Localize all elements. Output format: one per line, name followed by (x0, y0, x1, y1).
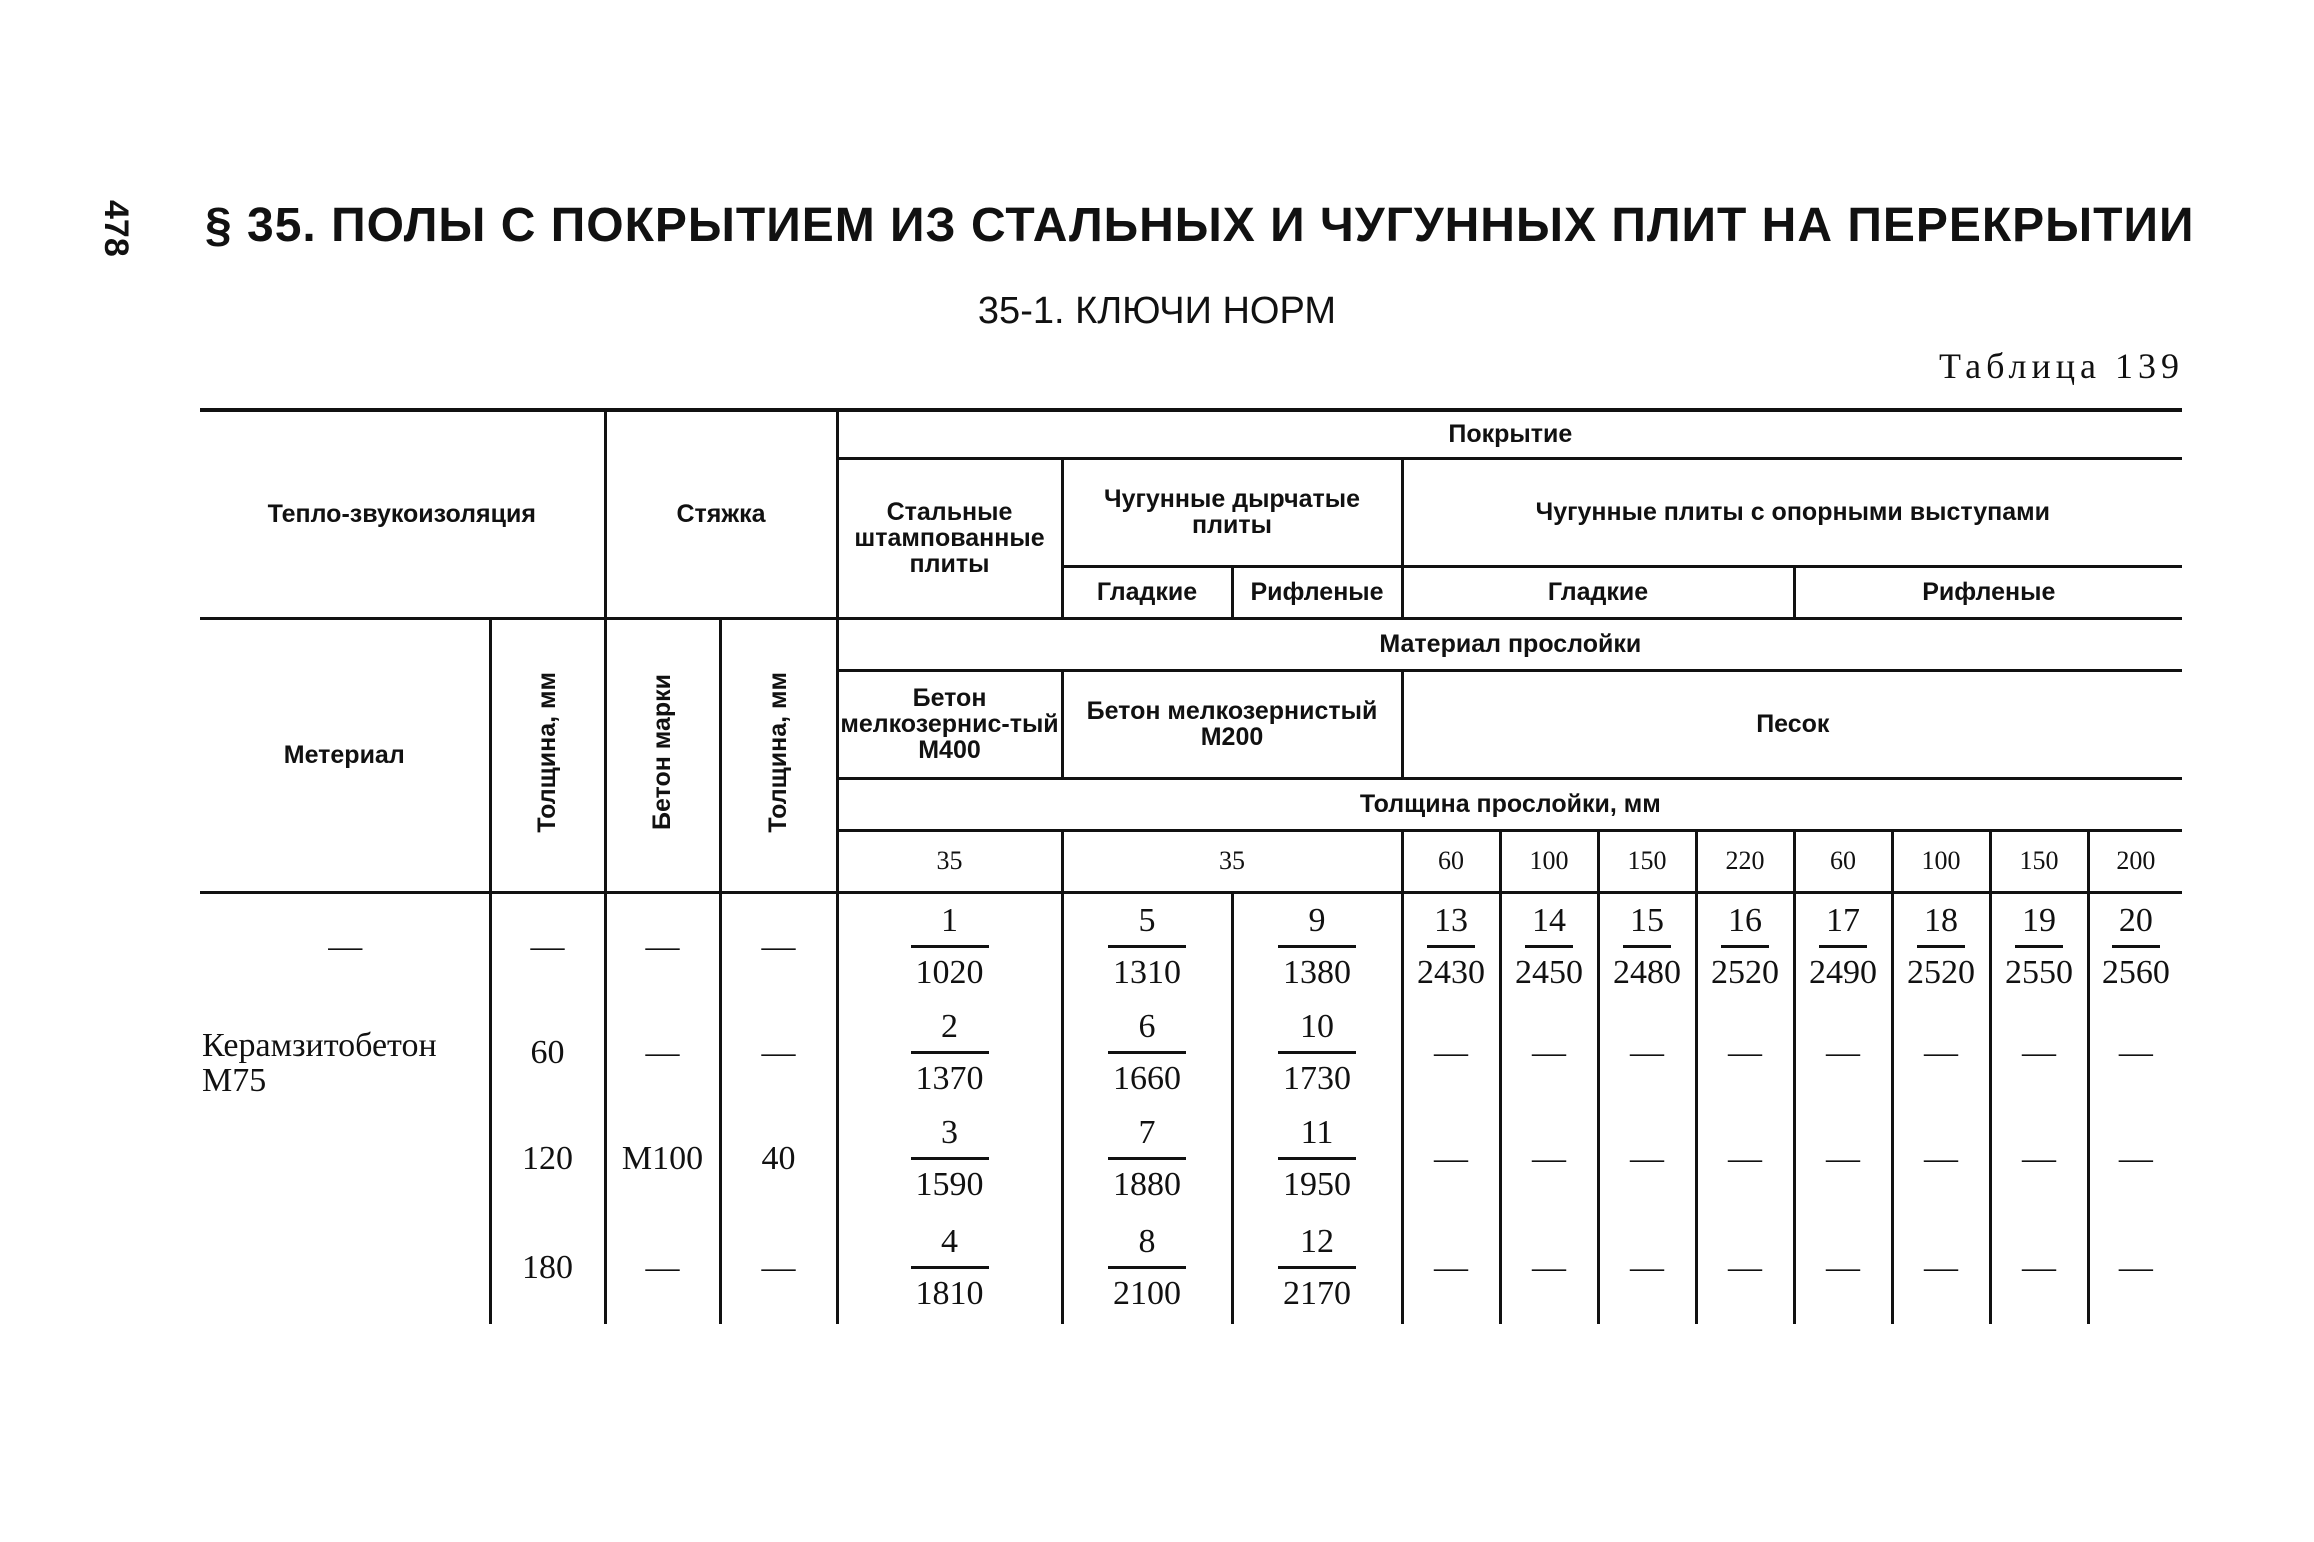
key-fraction (1278, 1114, 1356, 1204)
grade-cell-text: — (645, 1033, 680, 1071)
key-code: 2560 (2101, 954, 2170, 991)
key-code: 1310 (1113, 954, 1182, 991)
key-fraction (1278, 1223, 1356, 1313)
key-number: 11 (1278, 1114, 1356, 1160)
key-fraction (1613, 902, 1681, 992)
norms-table (200, 408, 2182, 1324)
empty-dash: — (2118, 1139, 2153, 1177)
grade-cell (605, 1000, 720, 1106)
norm-key-cell (1794, 892, 1892, 1000)
norm-key-cell (1402, 1106, 1500, 1212)
header-coating: Покрытие (837, 410, 2182, 458)
grade-cell (605, 1212, 720, 1324)
norm-key-cell (1598, 1106, 1696, 1212)
screed-thickness-cell (720, 892, 837, 1000)
norm-key-cell (1062, 1212, 1232, 1324)
empty-dash: — (1434, 1033, 1469, 1071)
header-concrete-m400: Бетон мелкозернис-тый М400 (837, 670, 1062, 778)
norm-key-cell (2088, 1000, 2182, 1106)
empty-dash: — (1826, 1139, 1861, 1177)
key-number: 1 (911, 902, 989, 948)
key-fraction (911, 1223, 989, 1313)
header-thickness: Толщина, мм (490, 618, 605, 892)
key-number: 17 (1819, 902, 1867, 948)
key-fraction (1809, 902, 1877, 992)
empty-dash: — (1728, 1139, 1763, 1177)
empty-dash: — (1532, 1248, 1567, 1286)
empty-dash: — (1532, 1033, 1567, 1071)
key-fraction (1108, 1223, 1186, 1313)
material-cell-text: — (328, 927, 363, 965)
key-number: 4 (911, 1223, 989, 1269)
material-cell-text: Керамзитобетон М75 (202, 1026, 437, 1100)
empty-dash: — (2022, 1248, 2057, 1286)
norm-key-cell (1402, 892, 1500, 1000)
key-fraction (2005, 902, 2073, 992)
norm-key-cell (1062, 1000, 1232, 1106)
key-number: 6 (1108, 1008, 1186, 1054)
key-code: 1020 (915, 954, 984, 991)
key-fraction (1711, 902, 1779, 992)
screed-thickness-cell (720, 1000, 837, 1106)
key-fraction (1278, 902, 1356, 992)
norm-key-cell (1696, 1000, 1794, 1106)
thickness-cell (490, 1106, 605, 1212)
header-steel-plates: Стальные штампованные плиты (837, 458, 1062, 618)
key-code: 1810 (915, 1275, 984, 1312)
thickness-cell-text: 60 (530, 1033, 565, 1071)
header-sand: Песок (1402, 670, 2182, 778)
thickness-150-smooth: 150 (1598, 830, 1696, 892)
thickness-35-cast: 35 (1062, 830, 1402, 892)
header-screed: Стяжка (605, 410, 837, 618)
norm-key-cell (1500, 892, 1598, 1000)
key-code: 2430 (1417, 954, 1486, 991)
table-label: Таблица 139 (1939, 346, 2184, 386)
section-heading: § 35. ПОЛЫ С ПОКРЫТИЕМ ИЗ СТАЛЬНЫХ И ЧУГУННЫХ ПЛИТ НА ПЕРЕКРЫТИИ (205, 199, 2195, 252)
norm-key-cell (1500, 1212, 1598, 1324)
norm-key-cell (1696, 1212, 1794, 1324)
norm-key-cell (1794, 1212, 1892, 1324)
norm-key-cell (1598, 892, 1696, 1000)
norm-key-cell (1500, 1000, 1598, 1106)
norm-key-cell (1990, 1212, 2088, 1324)
key-code: 1950 (1283, 1166, 1352, 1203)
key-code: 1730 (1283, 1060, 1352, 1097)
grade-cell (605, 1106, 720, 1212)
empty-dash: — (1434, 1248, 1469, 1286)
key-code: 1380 (1283, 954, 1352, 991)
screed-thickness-cell-text: — (761, 1033, 796, 1071)
thickness-cell-text: — (530, 927, 565, 965)
empty-dash: — (1728, 1248, 1763, 1286)
norm-key-cell (837, 1106, 1062, 1212)
empty-dash: — (2118, 1248, 2153, 1286)
table-body (200, 892, 2182, 1324)
key-code: 2450 (1515, 954, 1584, 991)
key-code: 2520 (1711, 954, 1780, 991)
empty-dash: — (1630, 1248, 1665, 1286)
thickness-35-steel: 35 (837, 830, 1062, 892)
norm-key-cell (1696, 892, 1794, 1000)
key-fraction (1417, 902, 1485, 992)
header-concrete-m200: Бетон мелкозернистый М200 (1062, 670, 1402, 778)
norm-key-cell (1598, 1212, 1696, 1324)
key-number: 2 (911, 1008, 989, 1054)
norm-key-cell (1990, 892, 2088, 1000)
thickness-cell (490, 1000, 605, 1106)
key-number: 20 (2112, 902, 2160, 948)
grade-cell-text: М100 (621, 1139, 704, 1177)
table-row (200, 892, 2182, 1000)
header-material: Метериал (200, 618, 490, 892)
thickness-cell-text: 120 (522, 1139, 573, 1177)
norm-key-cell (2088, 1212, 2182, 1324)
thickness-60-ribbed: 60 (1794, 830, 1892, 892)
header-smooth: Гладкие (1062, 566, 1232, 618)
norms-table-container (200, 408, 2180, 1324)
key-code: 2490 (1809, 954, 1878, 991)
empty-dash: — (1532, 1139, 1567, 1177)
key-number: 10 (1278, 1008, 1356, 1054)
key-number: 5 (1108, 902, 1186, 948)
thickness-100-smooth: 100 (1500, 830, 1598, 892)
thickness-200-ribbed: 200 (2088, 830, 2182, 892)
key-fraction (911, 902, 989, 992)
norm-key-cell (1402, 1000, 1500, 1106)
norm-key-cell (1892, 892, 1990, 1000)
header-ribbed-supports: Рифленые (1794, 566, 2182, 618)
key-number: 8 (1108, 1223, 1186, 1269)
norm-key-cell (1232, 1106, 1402, 1212)
key-number: 14 (1525, 902, 1573, 948)
norm-key-cell (1794, 1106, 1892, 1212)
grade-cell (605, 892, 720, 1000)
empty-dash: — (2022, 1139, 2057, 1177)
screed-thickness-cell-text: 40 (761, 1139, 796, 1177)
norm-key-cell (837, 1212, 1062, 1324)
header-layer-material: Материал прослойки (837, 618, 2182, 670)
norm-key-cell (1892, 1212, 1990, 1324)
key-number: 9 (1278, 902, 1356, 948)
empty-dash: — (1630, 1139, 1665, 1177)
norm-key-cell (1062, 1106, 1232, 1212)
empty-dash: — (1434, 1139, 1469, 1177)
norm-key-cell (1892, 1000, 1990, 1106)
thickness-220-smooth: 220 (1696, 830, 1794, 892)
page-number: 478 (97, 200, 135, 257)
norm-key-cell (1500, 1106, 1598, 1212)
norm-key-cell (1232, 1000, 1402, 1106)
header-insulation: Тепло-звукоизоляция (200, 410, 605, 618)
key-fraction (1108, 1008, 1186, 1098)
screed-thickness-cell-text: — (761, 1248, 796, 1286)
screed-thickness-cell (720, 1212, 837, 1324)
thickness-cell (490, 1212, 605, 1324)
key-fraction (1278, 1008, 1356, 1098)
empty-dash: — (2118, 1033, 2153, 1071)
table-row (200, 1000, 2182, 1106)
empty-dash: — (1630, 1033, 1665, 1071)
key-fraction (1515, 902, 1583, 992)
key-code: 2480 (1613, 954, 1682, 991)
thickness-100-ribbed: 100 (1892, 830, 1990, 892)
norm-key-cell (1232, 892, 1402, 1000)
empty-dash: — (1826, 1033, 1861, 1071)
thickness-60-smooth: 60 (1402, 830, 1500, 892)
norm-key-cell (1794, 1000, 1892, 1106)
header-cast-perforated: Чугунные дырчатые плиты (1062, 458, 1402, 566)
key-code: 2170 (1283, 1275, 1352, 1312)
header-smooth-supports: Гладкие (1402, 566, 1794, 618)
norm-key-cell (2088, 1106, 2182, 1212)
key-fraction (1907, 902, 1975, 992)
key-fraction (1108, 1114, 1186, 1204)
key-code: 2100 (1113, 1275, 1182, 1312)
key-number: 18 (1917, 902, 1965, 948)
key-fraction (911, 1008, 989, 1098)
norm-key-cell (1696, 1106, 1794, 1212)
thickness-cell-text: 180 (522, 1248, 573, 1286)
screed-thickness-cell (720, 1106, 837, 1212)
norm-key-cell (1892, 1106, 1990, 1212)
key-fraction (2102, 902, 2170, 992)
table-row (200, 1106, 2182, 1212)
material-cell (200, 892, 490, 1000)
norm-key-cell (837, 1000, 1062, 1106)
header-layer-thickness: Толщина прослойки, мм (837, 778, 2182, 830)
key-number: 3 (911, 1114, 989, 1160)
norm-key-cell (1402, 1212, 1500, 1324)
key-code: 2550 (2005, 954, 2074, 991)
key-number: 16 (1721, 902, 1769, 948)
norm-key-cell (2088, 892, 2182, 1000)
empty-dash: — (2022, 1033, 2057, 1071)
key-fraction (911, 1114, 989, 1204)
material-cell (200, 1000, 490, 1324)
key-code: 2520 (1907, 954, 1976, 991)
screed-thickness-cell-text: — (761, 927, 796, 965)
header-ribbed: Рифленые (1232, 566, 1402, 618)
norm-key-cell (1990, 1106, 2088, 1212)
subsection-heading: 35-1. КЛЮЧИ НОРМ (977, 290, 1337, 332)
norm-key-cell (837, 892, 1062, 1000)
empty-dash: — (1924, 1139, 1959, 1177)
key-code: 1660 (1113, 1060, 1182, 1097)
norm-key-cell (1232, 1212, 1402, 1324)
key-code: 1590 (915, 1166, 984, 1203)
empty-dash: — (1826, 1248, 1861, 1286)
table-row (200, 1212, 2182, 1324)
thickness-150-ribbed: 150 (1990, 830, 2088, 892)
empty-dash: — (1924, 1033, 1959, 1071)
grade-cell-text: — (645, 927, 680, 965)
key-number: 13 (1427, 902, 1475, 948)
key-fraction (1108, 902, 1186, 992)
key-number: 15 (1623, 902, 1671, 948)
key-code: 1880 (1113, 1166, 1182, 1203)
key-code: 1370 (915, 1060, 984, 1097)
empty-dash: — (1924, 1248, 1959, 1286)
norm-key-cell (1062, 892, 1232, 1000)
key-number: 7 (1108, 1114, 1186, 1160)
key-number: 19 (2015, 902, 2063, 948)
empty-dash: — (1728, 1033, 1763, 1071)
thickness-cell (490, 892, 605, 1000)
norm-key-cell (1598, 1000, 1696, 1106)
grade-cell-text: — (645, 1248, 680, 1286)
header-concrete-grade: Бетон марки (605, 618, 720, 892)
key-number: 12 (1278, 1223, 1356, 1269)
header-cast-supports: Чугунные плиты с опорными выступами (1402, 458, 2182, 566)
norm-key-cell (1990, 1000, 2088, 1106)
header-screed-thickness: Толщина, мм (720, 618, 837, 892)
